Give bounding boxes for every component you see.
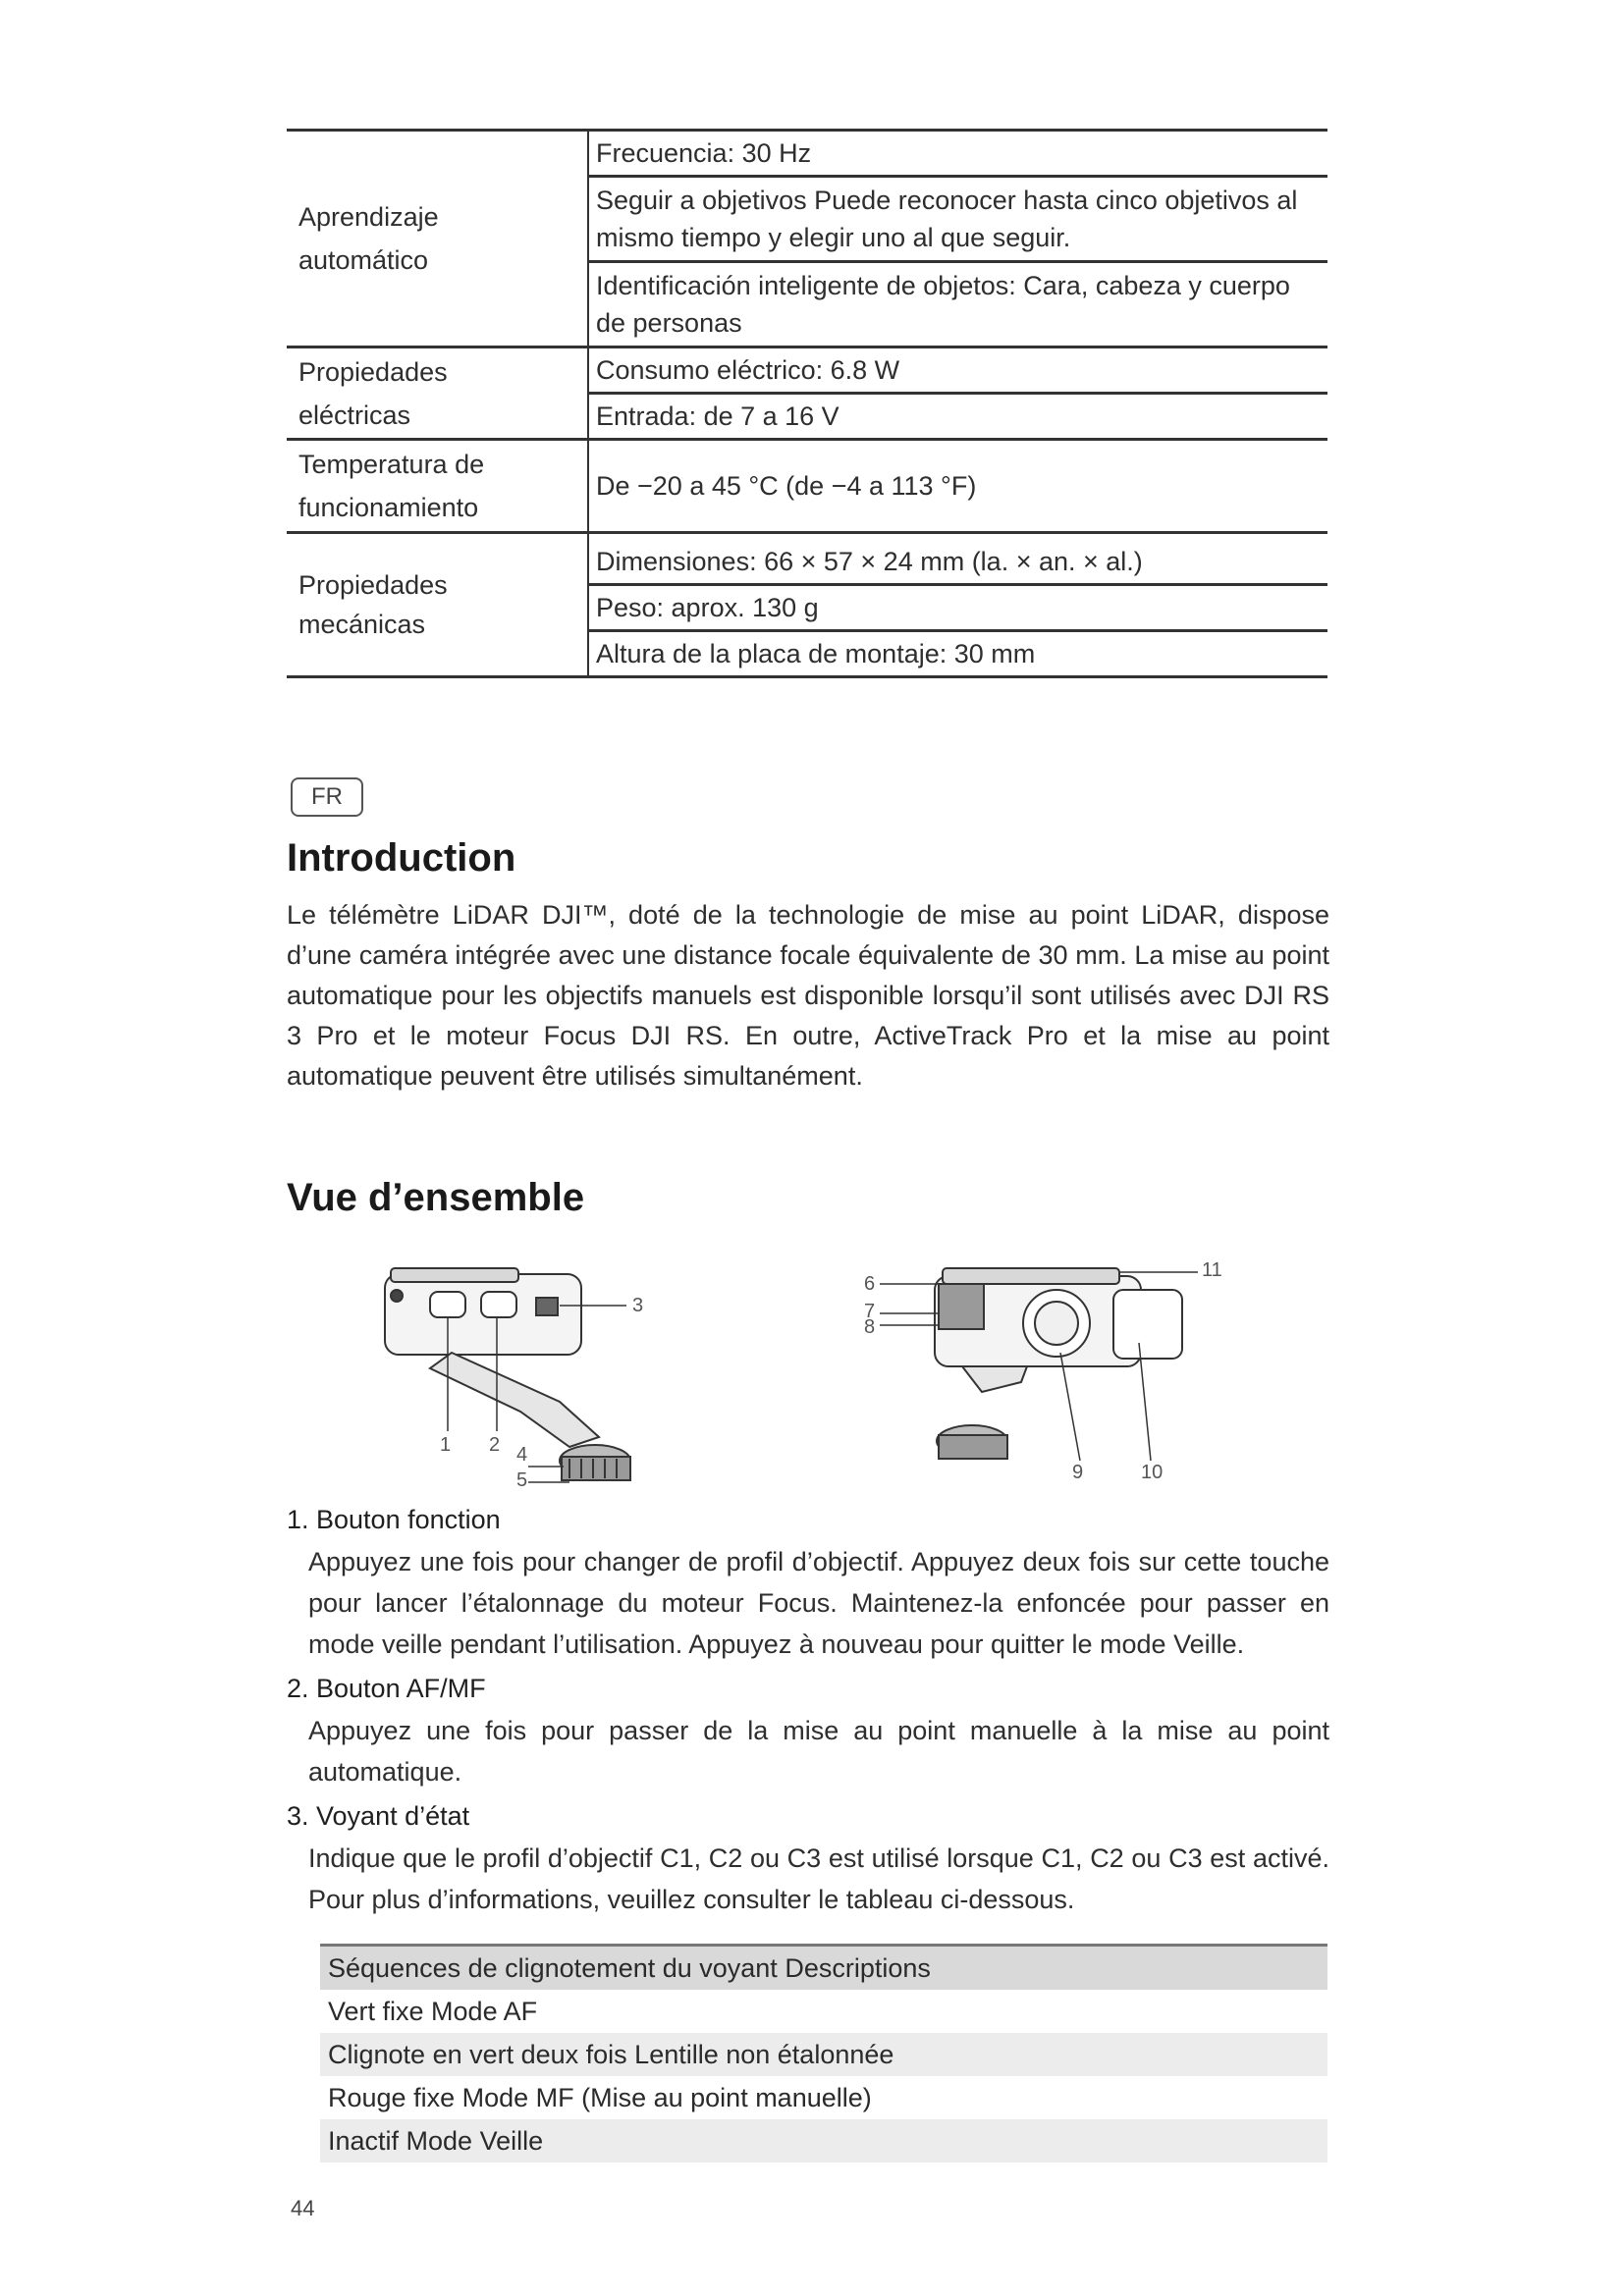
spec-value: Identificación inteligente de objetos: Cara, cabeza y cuerpo de personas: [588, 262, 1327, 347]
spec-label: Propiedades mecánicas: [287, 533, 588, 677]
spec-label: Temperatura de funcionamiento: [287, 440, 588, 533]
callout-label: 8: [864, 1316, 876, 1338]
af-mf-button-shape: [481, 1292, 516, 1317]
callout-label: 7: [864, 1301, 876, 1322]
led-table-header: Séquences de clignotement du voyant Descriptions: [320, 1946, 1327, 1991]
device-left-view: [385, 1268, 630, 1482]
item-description: Indique que le profil d’objectif C1, C2 ou C3 est utilisé lorsque C1, C2 ou C3 est activé. Pour plus d’informations, veuillez consulter le tableau ci-dessous.: [308, 1843, 1329, 1914]
function-button-shape: [430, 1292, 465, 1317]
item-description: Appuyez une fois pour passer de la mise au point manuelle à la mise au point automatique.: [308, 1716, 1329, 1787]
spec-label: Aprendizaje automático: [287, 131, 588, 347]
item-title: 1. Bouton fonction: [287, 1505, 501, 1534]
list-item: [287, 1667, 1329, 1792]
device-right-view: [880, 1268, 1198, 1461]
item-title: 2. Bouton AF/MF: [287, 1674, 486, 1703]
spec-value: Dimensiones: 66 × 57 × 24 mm (la. × an. × al.): [588, 533, 1327, 585]
table-row: Rouge fixe Mode MF (Mise au point manuelle): [328, 2082, 872, 2112]
spec-table: [287, 129, 1327, 678]
list-item: [287, 1794, 1329, 1920]
spec-label: Propiedades eléctricas: [287, 347, 588, 440]
spec-value: De −20 a 45 °C (de −4 a 113 °F): [588, 440, 1327, 533]
callout-label: 5: [516, 1469, 528, 1491]
callout-label: 6: [864, 1273, 876, 1295]
table-row: Inactif Mode Veille: [320, 2119, 1327, 2163]
callout-label: 1: [440, 1434, 452, 1456]
spec-value: Altura de la placa de montaje: 30 mm: [588, 631, 1327, 677]
spec-value: Peso: aprox. 130 g: [588, 585, 1327, 631]
spec-value: Frecuencia: 30 Hz: [588, 131, 1327, 177]
list-item: [287, 1498, 1329, 1665]
status-led-shape: [536, 1298, 558, 1315]
spec-value: Entrada: de 7 a 16 V: [588, 394, 1327, 440]
lidar-window-shape: [1113, 1290, 1182, 1359]
page-number: 44: [291, 2196, 315, 2220]
callout-label: 9: [1072, 1462, 1084, 1483]
callout-label: 2: [489, 1434, 501, 1456]
led-status-table: [320, 1944, 1327, 2163]
table-row: Clignote en vert deux fois Lentille non étalonnée: [320, 2033, 1327, 2076]
introduction-heading: Introduction: [287, 836, 516, 880]
language-badge: FR: [291, 777, 363, 817]
callout-label: 4: [516, 1444, 528, 1466]
item-description: Appuyez une fois pour changer de profil d’objectif. Appuyez deux fois sur cette touche pour lancer l’étalonnage du moteur Focus. Maintenez-la enfoncée pour passer en mode veille pendant l’utilisation. Appuyez à nouveau pour quitter le mode Veille.: [308, 1547, 1329, 1659]
table-row: Vert fixe Mode AF: [328, 1996, 538, 2026]
component-list: [287, 1498, 1329, 1922]
introduction-text: Le télémètre LiDAR DJI™, doté de la technologie de mise au point LiDAR, dispose d’une caméra intégrée avec une distance focale équivalente de 30 mm. La mise au point automatique pour les objectifs manuels est disponible lorsqu’il sont utilisés avec DJI RS 3 Pro et le moteur Focus DJI RS. En outre, ActiveTrack Pro et la mise au point automatique peuvent être utilisés simultanément.: [287, 900, 1329, 1091]
spec-value: Consumo eléctrico: 6.8 W: [588, 347, 1327, 394]
item-title: 3. Voyant d’état: [287, 1801, 470, 1831]
callout-label: 11: [1202, 1259, 1222, 1281]
spec-value: Seguir a objetivos Puede reconocer hasta cinco objetivos al mismo tiempo y elegir uno al que seguir.: [588, 177, 1327, 262]
callout-label: 10: [1141, 1462, 1164, 1483]
callout-label: 3: [632, 1295, 644, 1316]
product-diagram: [334, 1255, 1257, 1520]
overview-heading: Vue d’ensemble: [287, 1176, 585, 1219]
